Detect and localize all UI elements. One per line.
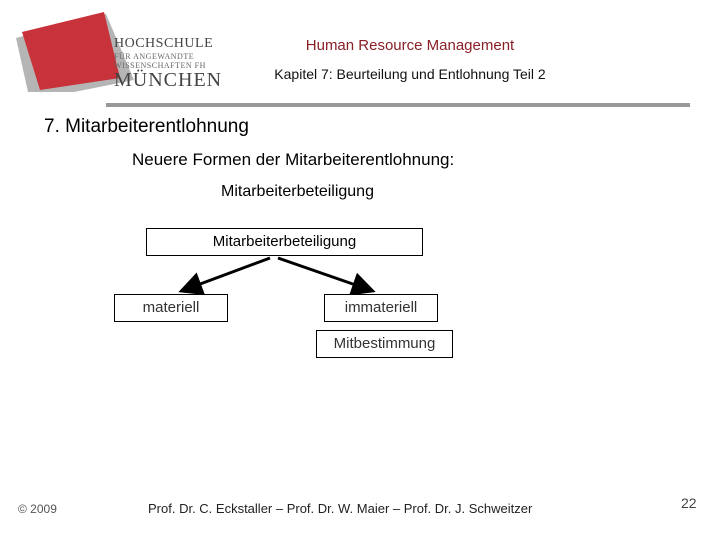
header-title: Human Resource Management (305, 37, 515, 54)
section-heading: 7. Mitarbeiterentlohnung (44, 116, 249, 137)
diagram-root-box: Mitarbeiterbeteiligung (146, 228, 423, 256)
footer-copyright: © 2009 (18, 502, 57, 516)
slide-topic: Mitarbeiterbeteiligung (221, 183, 374, 200)
header-subtitle: Kapitel 7: Beurteilung und Entlohnung Teil 2 (274, 66, 546, 82)
page-number: 22 (681, 495, 697, 511)
university-name-line2: FÜR ANGEWANDTE (114, 52, 195, 61)
university-name-city: MÜNCHEN (114, 69, 223, 91)
diagram-materiell-box: materiell (114, 294, 228, 322)
diagram-mitbestimmung-box: Mitbestimmung (316, 330, 453, 358)
footer-authors: Prof. Dr. C. Eckstaller – Prof. Dr. W. Maier – Prof. Dr. J. Schweitzer (148, 501, 533, 516)
arrow-to-materiell (184, 258, 270, 290)
university-name-top: HOCHSCHULE (114, 36, 214, 51)
diagram-immateriell-box: immateriell (324, 294, 438, 322)
slide-subtitle: Neuere Formen der Mitarbeiterentlohnung: (132, 150, 455, 169)
arrow-to-immateriell (278, 258, 370, 290)
university-name-line3: WISSENSCHAFTEN FH (114, 61, 206, 70)
